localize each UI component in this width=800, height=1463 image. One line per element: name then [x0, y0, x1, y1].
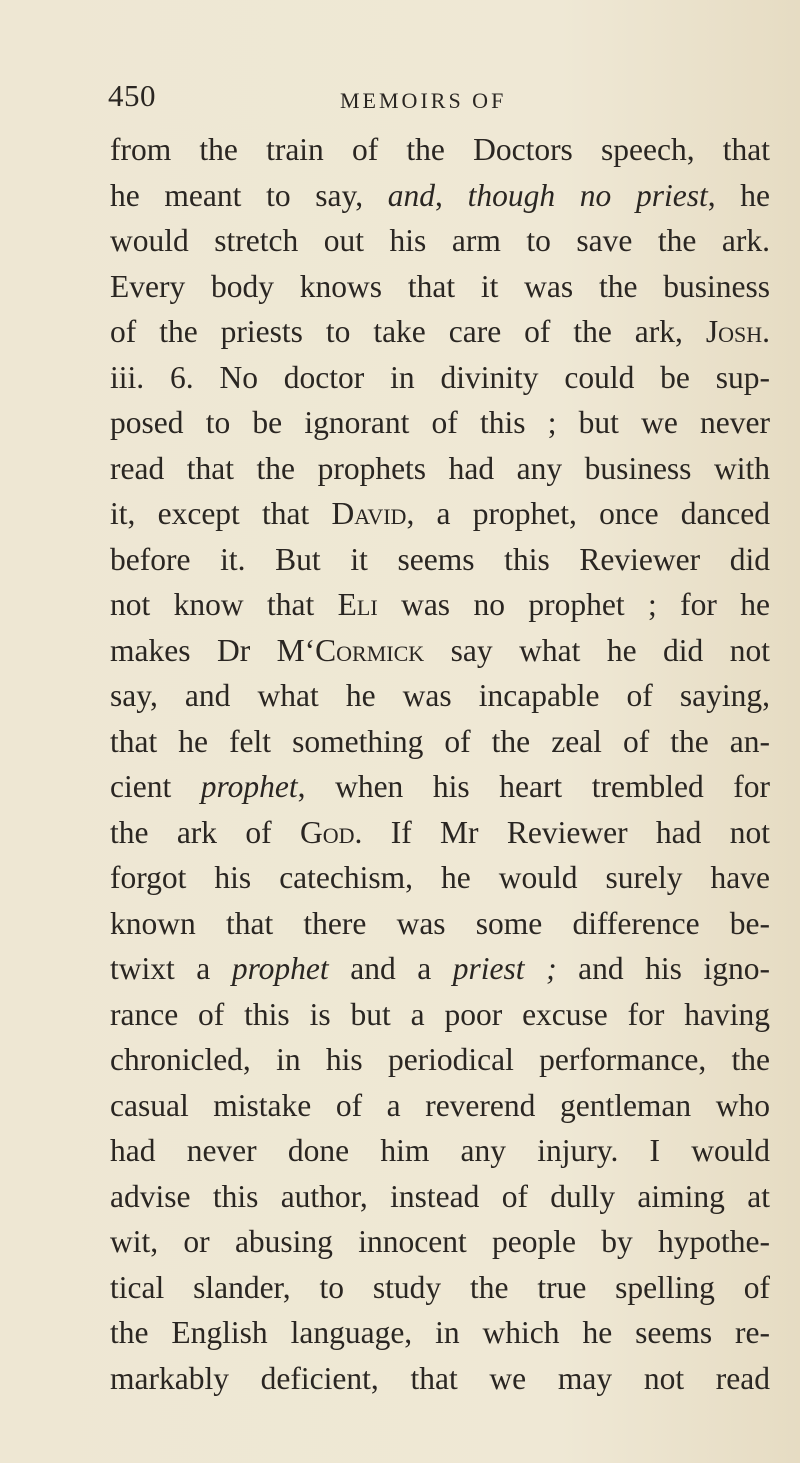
text-line [110, 218, 770, 264]
text-line [110, 946, 770, 992]
text-segment: markably deficient, that we may not read [110, 1360, 770, 1396]
text-line [110, 901, 770, 947]
text-segment: read that the prophets had any business with [110, 450, 770, 486]
text-line [110, 764, 770, 810]
text-line [110, 582, 770, 628]
text-segment: Cormick [315, 632, 425, 668]
text-segment: and his igno- [556, 951, 770, 986]
text-segment: iii. 6. No doctor in divinity could be sup- [110, 359, 770, 395]
text-segment: it, except that [110, 496, 332, 531]
text-segment: say what he did not [424, 632, 770, 668]
text-segment: not know that [110, 587, 338, 622]
text-segment: rance of this is but a poor excuse for having [110, 996, 770, 1032]
text-segment: chronicled, in his periodical performance, the [110, 1042, 770, 1077]
text-line [110, 719, 770, 765]
text-segment: David [331, 496, 407, 531]
text-line [110, 1356, 770, 1402]
text-segment: from the train of the Doctors speech, that [110, 132, 770, 167]
text-line [110, 1219, 770, 1265]
text-line [110, 810, 770, 856]
text-line [110, 855, 770, 901]
text-segment: , [435, 177, 468, 213]
body-text [110, 127, 770, 1401]
running-title: MEMOIRS OF [340, 88, 507, 113]
text-line [110, 1174, 770, 1220]
running-head [110, 78, 750, 118]
text-segment: say, and what he was incapable of saying, [110, 678, 770, 713]
text-segment: would stretch out his arm to save the ark. [110, 223, 770, 258]
text-segment: , he [707, 177, 770, 213]
text-segment: Josh. [705, 314, 770, 349]
text-segment: priest ; [452, 951, 557, 986]
text-line [110, 992, 770, 1038]
text-segment: . If Mr Reviewer had not [354, 814, 771, 850]
text-segment: cient [110, 769, 201, 804]
text-line [110, 628, 770, 674]
text-line [110, 491, 770, 537]
text-segment: tical slander, to study the true spelling of [110, 1269, 770, 1305]
text-segment: Eli [337, 587, 378, 622]
page-number: 450 [108, 78, 156, 113]
text-segment: of the priests to take care of the ark, [110, 314, 706, 349]
text-segment: was no prophet ; for he [377, 587, 770, 622]
text-segment: that he felt something of the zeal of the an- [110, 723, 770, 759]
text-segment: the ark of [110, 814, 300, 850]
text-line [110, 264, 770, 310]
text-segment: advise this author, instead of dully aiming at [110, 1178, 770, 1214]
text-line [110, 1265, 770, 1311]
text-segment: though no priest [467, 177, 708, 213]
text-segment: wit, or abusing innocent people by hypothe- [110, 1224, 770, 1259]
text-segment: known that there was some difference be- [110, 905, 770, 941]
text-segment: makes Dr M‘ [110, 632, 316, 668]
text-line [110, 446, 770, 492]
text-segment: twixt a [110, 951, 232, 986]
text-line [110, 1037, 770, 1083]
text-segment: prophet [200, 769, 298, 804]
text-segment: casual mistake of a reverend gentleman who [110, 1087, 770, 1123]
text-segment: God [299, 814, 355, 850]
text-segment: the English language, in which he seems re- [110, 1315, 770, 1350]
text-line [110, 1128, 770, 1174]
text-line [110, 1083, 770, 1129]
text-line [110, 1310, 770, 1356]
text-segment: forgot his catechism, he would surely have [110, 860, 770, 895]
text-line [110, 309, 770, 355]
text-segment: had never done him any injury. I would [110, 1133, 770, 1168]
text-segment: before it. But it seems this Reviewer did [110, 541, 770, 577]
text-segment: Every body knows that it was the business [110, 268, 770, 304]
text-line [110, 673, 770, 719]
text-segment: he meant to say, [110, 177, 388, 213]
text-line [110, 127, 770, 173]
text-segment: and a [328, 951, 453, 986]
text-segment: and [387, 177, 436, 213]
text-line [110, 537, 770, 583]
text-line [110, 173, 770, 219]
text-segment: , when his heart trembled for [297, 769, 770, 804]
text-line [110, 400, 770, 446]
text-segment: posed to be ignorant of this ; but we never [110, 405, 770, 440]
text-segment: prophet [231, 951, 329, 986]
text-segment: , a prophet, once danced [406, 496, 770, 531]
text-line [110, 355, 770, 401]
